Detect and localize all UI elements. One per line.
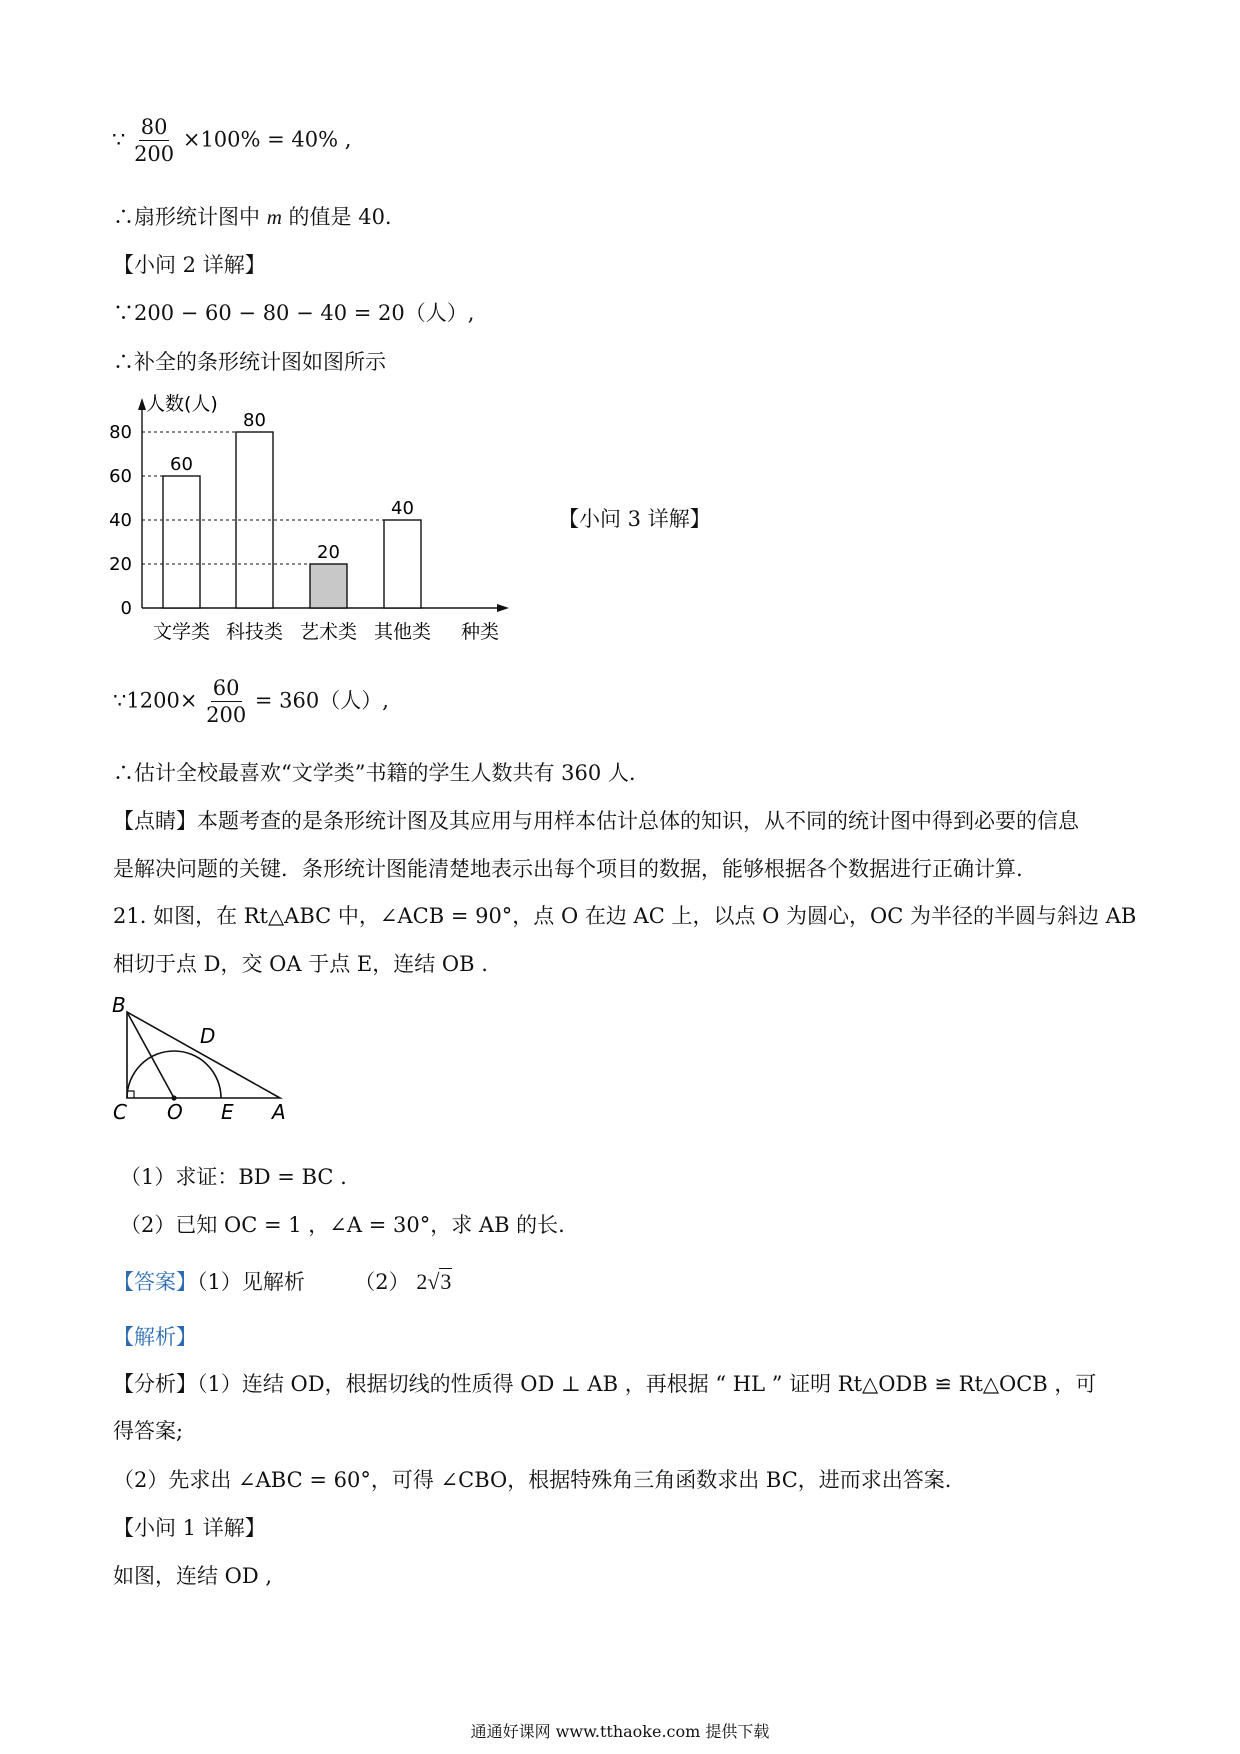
because-symbol: ∵	[113, 301, 134, 325]
fraction-numerator: 80	[140, 115, 168, 139]
label-a: A	[272, 1100, 286, 1124]
fraction-80-200	[134, 117, 174, 165]
last-line: 如图，连结 OD ,	[113, 1564, 273, 1588]
line-m-value	[113, 207, 392, 228]
label-b: B	[112, 995, 126, 1017]
bar	[310, 564, 347, 608]
fraction-denominator: 200	[206, 703, 247, 727]
bar	[163, 476, 200, 608]
question-21-line-2: 相切于点 D，交 OA 于点 E，连结 OB .	[113, 952, 488, 976]
bar-chart	[105, 388, 545, 650]
x-tick-label: 其他类	[373, 621, 432, 643]
section-q1-heading: 【小问 1 详解】	[113, 1516, 266, 1540]
y-axis-arrow	[138, 398, 146, 410]
because-symbol: ∵	[113, 688, 127, 713]
semicircle	[127, 1051, 221, 1098]
x-tick-label: 科技类	[225, 621, 284, 643]
section-q3-heading: 【小问 3 详解】	[558, 507, 711, 531]
fraction-rest: ×100% = 40% ,	[182, 127, 352, 152]
y-axis-label: 人数(人)	[146, 393, 218, 415]
x-tick-label: 文学类	[152, 621, 211, 643]
label-o: O	[167, 1100, 183, 1124]
y-tick-label: 40	[109, 510, 132, 531]
label-c: C	[113, 1100, 127, 1124]
bar	[384, 520, 421, 608]
var-m: m	[266, 205, 282, 229]
y-tick-label: 20	[109, 554, 132, 575]
line-fraction-80-200	[112, 117, 351, 165]
geometry-figure	[105, 995, 305, 1125]
y-tick-label: 80	[109, 422, 132, 443]
subtraction-expr: 200 − 60 − 80 − 40 = 20（人）,	[134, 301, 475, 325]
line-estimate-calc	[113, 678, 389, 726]
bar	[236, 432, 273, 608]
section-q2-heading: 【小问 2 详解】	[113, 253, 266, 277]
because-symbol: ∵	[112, 127, 126, 152]
question-21-part-2: （2）已知 OC = 1 ，∠A = 30°，求 AB 的长.	[120, 1213, 565, 1237]
answer-part-1: （1）见解析	[197, 1270, 305, 1294]
line-chart-intro: ∴补全的条形统计图如图所示	[113, 350, 386, 374]
x-tick-label: 艺术类	[299, 621, 358, 643]
fraction-60-200	[206, 678, 246, 726]
label-d: D	[200, 1024, 216, 1048]
fraction-numerator: 60	[212, 676, 240, 700]
answer-tag: 【答案】	[113, 1270, 197, 1294]
bar-data-label: 40	[391, 498, 414, 519]
jiexi-heading: 【解析】	[113, 1325, 197, 1349]
question-21-line-1: 21. 如图，在 Rt△ABC 中，∠ACB = 90°，点 O 在边 AC 上，以点 O 为圆心，OC 为半径的半圆与斜边 AB	[113, 904, 1137, 928]
calc-result: = 360（人）,	[254, 688, 389, 713]
page-footer: 通通好课网 www.tthaoke.com 提供下载	[470, 1722, 770, 1741]
dianjing-line-1: 【点睛】本题考查的是条形统计图及其应用与用样本估计总体的知识，从不同的统计图中得到必要的信息	[113, 809, 1079, 833]
line-m-post: 的值是 40.	[281, 205, 392, 229]
label-e: E	[221, 1100, 234, 1124]
y-tick-label: 0	[120, 598, 132, 619]
fraction-denominator: 200	[134, 142, 175, 166]
line-m-pre: ∴扇形统计图中	[113, 205, 267, 229]
fenxi-line-2: 得答案;	[113, 1419, 184, 1443]
answer-line	[113, 1271, 452, 1293]
calc-1200: 1200×	[126, 688, 198, 713]
fenxi-line-3: （2）先求出 ∠ABC = 60°，可得 ∠CBO，根据特殊角三角函数求出 BC，进而求出答案.	[113, 1468, 952, 1492]
fenxi-line-1: 【分析】（1）连结 OD，根据切线的性质得 OD ⊥ AB ，再根据 “ HL ” 证明 Rt△ODB ≌ Rt△OCB ，可	[113, 1372, 1097, 1396]
bar-data-label: 60	[170, 454, 193, 475]
x-axis-arrow	[497, 604, 509, 612]
line-estimate-conclusion: ∴估计全校最喜欢“文学类”书籍的学生人数共有 360 人.	[113, 761, 636, 785]
answer-radicand: 3	[440, 1269, 452, 1294]
answer-coefficient: 2	[416, 1269, 428, 1294]
sqrt-sign: √	[427, 1269, 440, 1294]
question-21-part-1: （1）求证：BD = BC .	[120, 1165, 347, 1189]
dianjing-line-2: 是解决问题的关键．条形统计图能清楚地表示出每个项目的数据，能够根据各个数据进行正确计算.	[113, 857, 1023, 881]
answer-part-2-value	[416, 1268, 452, 1294]
y-tick-label: 60	[109, 466, 132, 487]
bar-data-label: 20	[317, 542, 340, 563]
bar-data-label: 80	[243, 410, 266, 431]
line-subtraction	[113, 303, 474, 324]
answer-part-2-label: （2）	[354, 1270, 410, 1294]
x-axis-label: 种类	[460, 621, 500, 643]
